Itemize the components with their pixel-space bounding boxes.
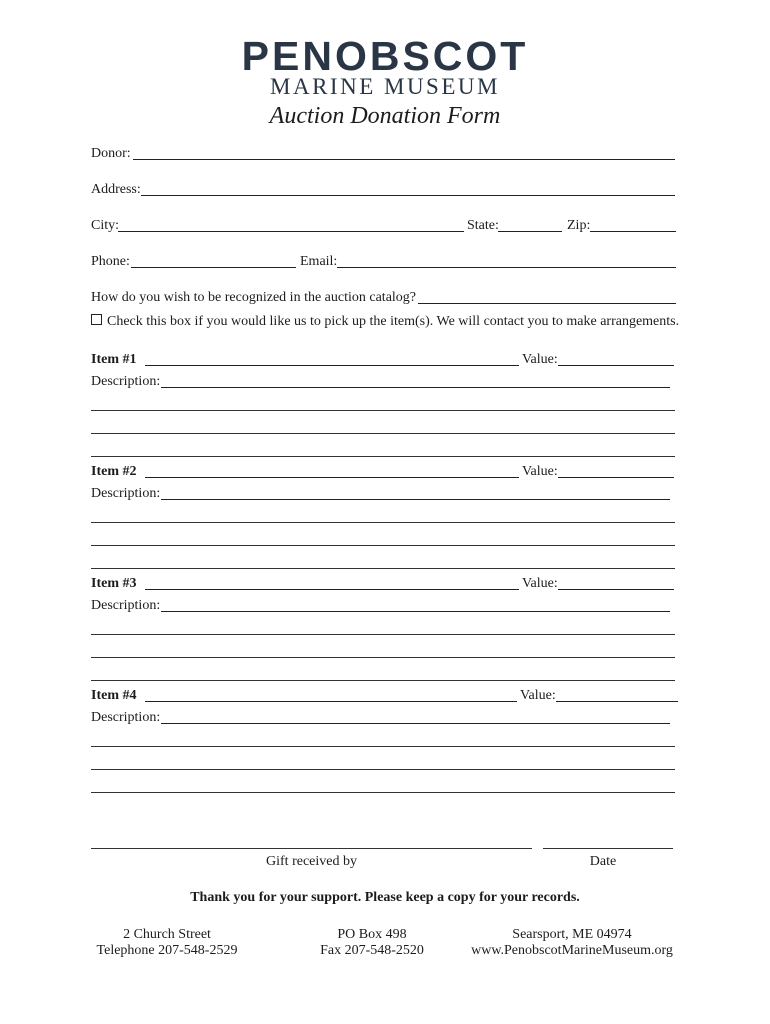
state-label: State: [467, 218, 499, 233]
item-2-description-label: Description: [91, 486, 161, 501]
gift-received-by-label: Gift received by [266, 854, 357, 869]
phone-field[interactable] [131, 267, 296, 268]
email-field[interactable] [337, 267, 676, 268]
date-label: Date [589, 854, 617, 869]
item-3-description-line-2[interactable] [91, 634, 675, 635]
item-1-label: Item #1 [91, 352, 137, 367]
footer-telephone: Telephone 207-548-2529 [96, 943, 238, 958]
item-2-description-line-2[interactable] [91, 522, 675, 523]
pickup-row [91, 314, 679, 330]
item-1-description-label: Description: [91, 374, 161, 389]
state-field[interactable] [498, 231, 562, 232]
email-label: Email: [300, 254, 338, 269]
date-field[interactable] [543, 848, 673, 849]
address-label: Address: [91, 182, 141, 197]
item-4-name-field[interactable] [145, 701, 517, 702]
city-label: City: [91, 218, 120, 233]
item-1-value-field[interactable] [558, 365, 674, 366]
item-2-description-field[interactable] [161, 499, 670, 500]
item-2-value-label: Value: [522, 464, 558, 479]
item-4-value-field[interactable] [556, 701, 678, 702]
address-field[interactable] [141, 195, 675, 196]
footer-website[interactable]: www.PenobscotMarineMuseum.org [471, 943, 673, 958]
thanks-message: Thank you for your support. Please keep a copy for your records. [190, 890, 580, 905]
item-1-description-line-4[interactable] [91, 456, 675, 457]
phone-label: Phone: [91, 254, 130, 269]
item-2-description-line-3[interactable] [91, 545, 675, 546]
item-1-description-field[interactable] [161, 387, 670, 388]
item-3-name-field[interactable] [145, 589, 519, 590]
item-2-label: Item #2 [91, 464, 137, 479]
item-4-label: Item #4 [91, 688, 137, 703]
recognition-label: How do you wish to be recognized in the auction catalog? [91, 290, 417, 305]
org-name-line2: MARINE MUSEUM [270, 74, 500, 99]
item-2-description-line-4[interactable] [91, 568, 675, 569]
item-2-name-field[interactable] [145, 477, 519, 478]
pickup-checkbox[interactable] [91, 314, 102, 325]
item-3-value-field[interactable] [558, 589, 674, 590]
footer-po-box: PO Box 498 [337, 927, 407, 942]
item-4-value-label: Value: [520, 688, 556, 703]
city-field[interactable] [118, 231, 464, 232]
recognition-field[interactable] [418, 303, 676, 304]
pickup-label: Check this box if you would like us to pick up the item(s). We will contact you to make arrangements. [107, 314, 680, 329]
zip-field[interactable] [590, 231, 676, 232]
donor-field[interactable] [133, 159, 675, 160]
item-3-description-field[interactable] [161, 611, 670, 612]
gift-received-by-field[interactable] [91, 848, 532, 849]
item-4-description-line-2[interactable] [91, 746, 675, 747]
zip-label: Zip: [567, 218, 591, 233]
item-3-description-line-3[interactable] [91, 657, 675, 658]
item-3-label: Item #3 [91, 576, 137, 591]
item-3-description-line-4[interactable] [91, 680, 675, 681]
footer-street: 2 Church Street [123, 927, 211, 942]
item-1-name-field[interactable] [145, 365, 519, 366]
item-3-value-label: Value: [522, 576, 558, 591]
item-4-description-field[interactable] [161, 723, 670, 724]
org-name-line1: PENOBSCOT [241, 33, 529, 79]
donor-label: Donor: [91, 146, 131, 161]
item-2-value-field[interactable] [558, 477, 674, 478]
footer-city-state: Searsport, ME 04974 [512, 927, 632, 942]
item-3-description-label: Description: [91, 598, 161, 613]
footer-fax: Fax 207-548-2520 [320, 943, 424, 958]
item-4-description-line-3[interactable] [91, 769, 675, 770]
form-title: Auction Donation Form [269, 103, 501, 129]
item-4-description-line-4[interactable] [91, 792, 675, 793]
item-1-description-line-2[interactable] [91, 410, 675, 411]
item-1-description-line-3[interactable] [91, 433, 675, 434]
item-1-value-label: Value: [522, 352, 558, 367]
item-4-description-label: Description: [91, 710, 161, 725]
